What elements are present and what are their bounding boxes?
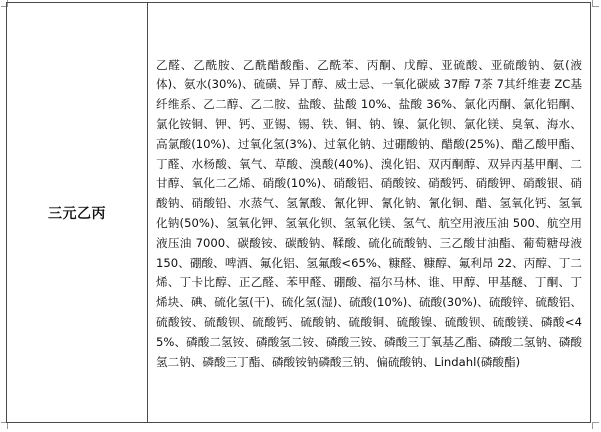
chemical-list-cell bbox=[148, 3, 591, 423]
corner-crop-mark bbox=[592, 0, 599, 7]
table-row bbox=[7, 3, 591, 423]
material-name: 三元乙丙 bbox=[48, 205, 106, 222]
material-name-cell bbox=[7, 3, 148, 423]
chemical-resistance-table bbox=[6, 2, 591, 423]
chemical-list-text: 乙醛、乙酰胺、乙酰醋酸酯、乙酰苯、丙酮、戊醇、亚硫酸、亚硫酸钠、氨(液体)、氨水(30%)、硫磺、异丁醇、威士忌、一氧化碳威 37醇 7茶 7其纤维妻 ZC基纤维系、乙二醇、乙二胺、盐酸、盐酸 10%、盐酸 36%、氯化丙酮、氯化铝酮、氯化铵铜、钾、钙、亚锡、锡、铁、铜、钠、镍、氯化钡、氯化镁、臭氧、海水、高氯酸(10%)、过氧化氢(3%)、过氧化钠、过硼酸钠、醋酸(25%)、醋乙酸甲酯、丁醛、水杨酸、氧气、草酸、溴酸(40%)、溴化铝、双丙酮醇、双异丙基甲酮、二甘醇、氧化二乙烯、硝酸(10%)、硝酸铝、硝酸铵、硝酸钙、硝酸钾、硝酸银、硝酸钠、硝酸铅、水蒸气、氢氰酸、氰化钾、氰化钠、氰化铜、醋、氢氧化钙、氢氧化钠(50%)、氢氧化钾、氢氧化钡、氢氧化镁、氢气、航空用液压油 500、航空用液压油 7000、碳酸铵、碳酸钠、鞣酸、硫化硫酸钠、三乙酸甘油酯、葡萄糖母液 150、硼酸、啤酒、氟化铝、氢氟酸<65%、糠醛、糠醇、氟利昂 22、丙醇、丁二烯、丁卡比醇、正乙醛、苯甲醛、硼酸、福尔马林、谁、甲醇、甲基醚、丁酮、丁烯块、碘、硫化氢(干)、硫化氢(湿)、硫酸(10%)、硫酸(30%)、硫酸锌、硫酸铝、硫酸铵、硫酸钡、硫酸钙、硫酸钠、硫酸铜、硫酸镍、硫酸钡、硫酸镁、磷酸<45%、磷酸二氢铵、磷酸氢二铵、磷酸三铵、磷酸三丁氧基乙酯、磷酸二氢钠、磷酸氢二钠、磷酸三丁酯、磷酸铵钠磷酸三钠、偏硫酸钠、Lindahl(磷酸酯) bbox=[156, 57, 582, 369]
corner-crop-mark bbox=[1, 422, 8, 429]
corner-crop-mark bbox=[592, 422, 599, 429]
